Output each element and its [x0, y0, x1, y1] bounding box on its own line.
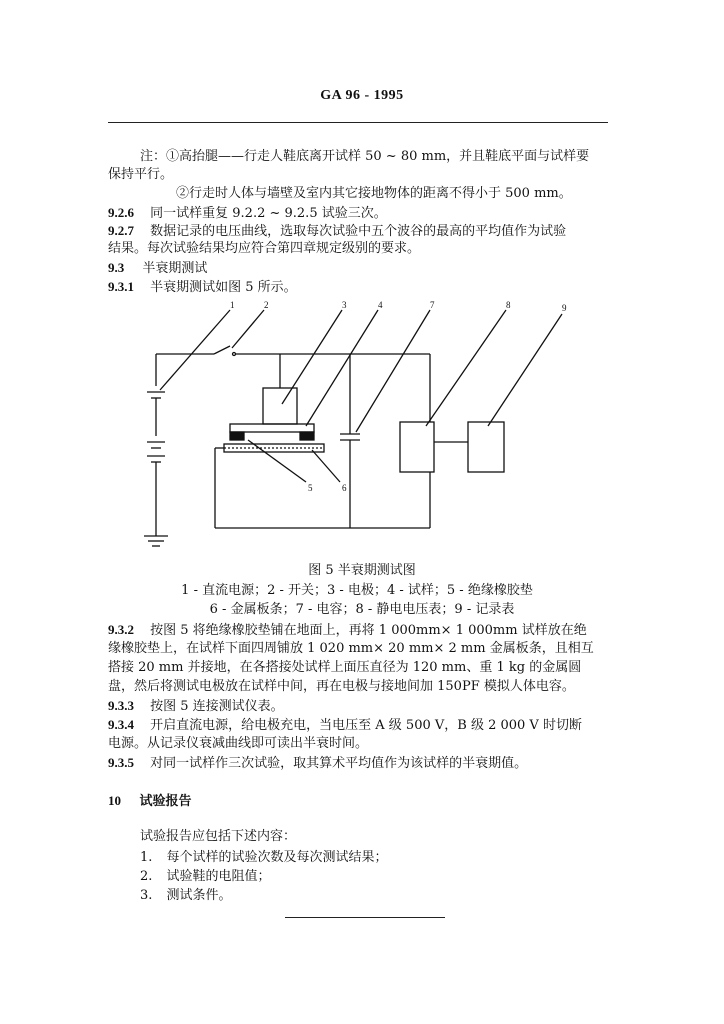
- rubber-pad: [230, 432, 244, 440]
- section-9-3-2: [108, 621, 587, 640]
- section-number: 9.3.4: [108, 717, 134, 732]
- list-number: 3.: [140, 888, 153, 903]
- callout-7: 7: [430, 300, 435, 310]
- section-title: 试验报告: [139, 794, 192, 809]
- section-number: 10: [108, 793, 121, 808]
- list-text: 每个试样的试验次数及每次测试结果；: [166, 850, 388, 865]
- section-9-3-3: [108, 697, 284, 716]
- section-9-3-2-cont-1: 缘橡胶垫上，在试样下面四周铺放 1 020 mm× 20 mm× 2 mm 金属板条，且相互: [108, 641, 594, 656]
- figure-legend-line-2: 6 - 金属板条；7 - 电容；8 - 静电电压表；9 - 记录表: [209, 602, 515, 617]
- callout-6: 6: [342, 483, 347, 493]
- list-number: 2.: [140, 869, 153, 884]
- section-number: 9.3.1: [108, 279, 134, 294]
- section-9-3-4-cont: 电源。从记录仪衰减曲线即可读出半衰时间。: [108, 736, 369, 751]
- header-rule: [108, 122, 608, 123]
- standard-header: GA 96 - 1995: [320, 88, 404, 103]
- electrode: [263, 388, 297, 424]
- section-number: 9.3: [108, 260, 125, 275]
- section-number: 9.2.6: [108, 205, 134, 220]
- leader-1: [160, 310, 230, 390]
- callout-4: 4: [378, 300, 383, 310]
- switch-contact: [233, 353, 236, 356]
- sample: [230, 424, 314, 432]
- section-9-3-4: [108, 716, 582, 735]
- section-9-3-5: [108, 754, 527, 773]
- callout-2: 2: [264, 300, 269, 310]
- callout-8: 8: [506, 300, 511, 310]
- figure-caption: 图 5 半衰期测试图: [308, 563, 416, 578]
- switch-blade: [214, 346, 230, 354]
- section-9-2-6: [108, 204, 387, 223]
- leader-3: [282, 310, 342, 404]
- end-rule: [285, 917, 445, 918]
- section-10-heading: [108, 792, 192, 811]
- callout-5: 5: [308, 483, 313, 493]
- section-9-3: [108, 259, 207, 278]
- section-9-3-2-cont-2: 搭接 20 mm 并接地，在各搭接处试样上面压直径为 120 mm、重 1 kg 的金属圆: [108, 660, 582, 675]
- section-9-2-7: [108, 222, 566, 241]
- electrostatic-voltmeter: [400, 422, 434, 472]
- note-2: ②行走时人体与墙壁及室内其它接地物体的距离不得小于 500 mm。: [176, 186, 572, 201]
- list-item: [140, 849, 388, 867]
- section-text: 对同一试样作三次试验，取其算术平均值作为该试样的半衰期值。: [150, 756, 528, 771]
- report-intro: 试验报告应包括下述内容：: [140, 829, 297, 844]
- section-text: 按图 5 连接测试仪表。: [150, 699, 284, 714]
- list-item: [140, 868, 271, 886]
- list-item: [140, 887, 232, 905]
- section-text: 半衰期测试: [142, 261, 208, 276]
- section-number: 9.2.7: [108, 223, 134, 238]
- section-9-2-7-cont: 结果。每次试验结果均应符合第四章规定级别的要求。: [108, 241, 421, 256]
- section-number: 9.3.2: [108, 622, 134, 637]
- list-text: 试验鞋的电阻值；: [166, 869, 271, 884]
- section-9-3-1: [108, 278, 297, 297]
- callout-9: 9: [562, 303, 567, 313]
- leader-9: [488, 314, 562, 426]
- callout-3: 3: [342, 300, 347, 310]
- figure-legend-line-1: 1 - 直流电源；2 - 开关；3 - 电极；4 - 试样；5 - 绝缘橡胶垫: [181, 583, 533, 598]
- callout-1: 1: [230, 300, 235, 310]
- rubber-pad: [300, 432, 314, 440]
- note-1-line-2: 保持平行。: [108, 167, 174, 182]
- section-text: 按图 5 将绝缘橡胶垫铺在地面上，再将 1 000mm× 1 000mm 试样放在绝: [150, 623, 587, 638]
- leader-5: [248, 440, 306, 482]
- half-life-test-diagram: [130, 296, 600, 558]
- section-text: 同一试样重复 9.2.2 ~ 9.2.5 试验三次。: [150, 206, 387, 221]
- list-text: 测试条件。: [166, 888, 232, 903]
- section-number: 9.3.3: [108, 698, 134, 713]
- section-text: 数据记录的电压曲线，选取每次试验中五个波谷的最高的平均值作为试验: [150, 224, 567, 239]
- leader-6: [312, 450, 340, 482]
- recorder: [468, 422, 504, 472]
- section-text: 半衰期测试如图 5 所示。: [150, 280, 297, 295]
- section-9-3-2-cont-3: 盘，然后将测试电极放在试样中间，再在电极与接地间加 150PF 模拟人体电容。: [108, 679, 575, 694]
- section-text: 开启直流电源，给电极充电，当电压至 A 级 500 V，B 级 2 000 V 时切断: [150, 718, 582, 733]
- leader-2: [232, 310, 264, 348]
- section-number: 9.3.5: [108, 755, 134, 770]
- leader-8: [426, 310, 506, 426]
- note-1-line-1: 注：①高抬腿——行走人鞋底离开试样 50 ~ 80 mm，并且鞋底平面与试样要: [140, 149, 590, 164]
- leader-4: [306, 310, 378, 426]
- list-number: 1.: [140, 850, 153, 865]
